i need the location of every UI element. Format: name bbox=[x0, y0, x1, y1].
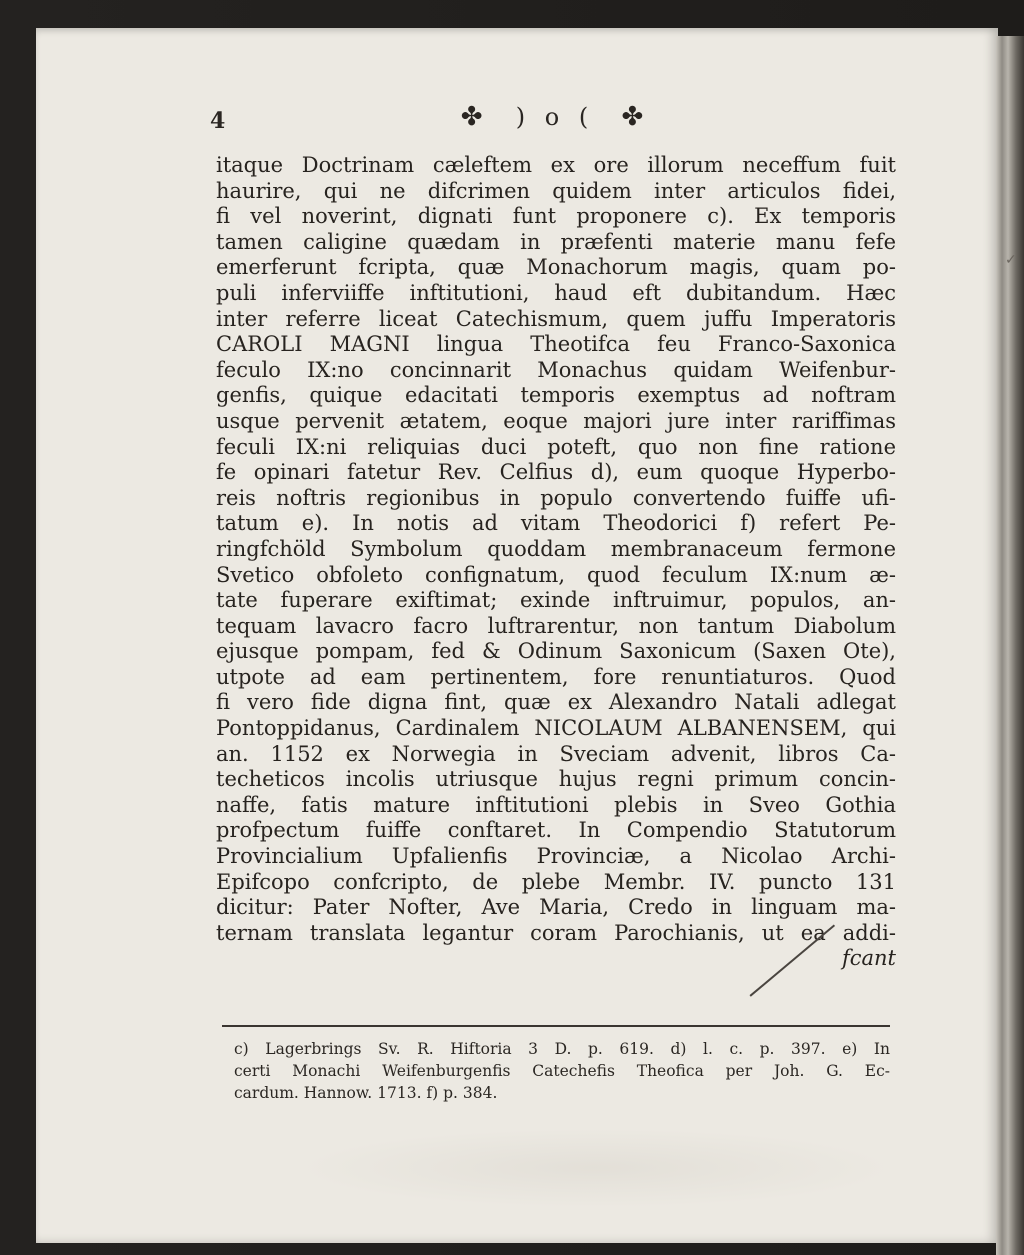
header-ornament-text: ) o ( bbox=[515, 103, 595, 131]
catchword: fcant bbox=[841, 946, 896, 971]
text-line: tatum e). In notis ad vitam Theodorici f) refert Pe- bbox=[216, 511, 896, 536]
text-line: ringfchöld Symbolum quoddam membranaceum fermone bbox=[216, 536, 896, 561]
text-line: utpote ad eam pertinentem, fore renuntiaturos. Quod bbox=[216, 664, 896, 689]
footnote-line: cardum. Hannow. 1713. f) p. 384. bbox=[234, 1084, 498, 1102]
text-line: Svetico obfoleto confignatum, quod feculum IX:num æ- bbox=[216, 562, 896, 587]
footnote-rule bbox=[222, 1025, 890, 1027]
text-line: Pontoppidanus, Cardinalem NICOLAUM ALBANENSEM, qui bbox=[216, 716, 896, 741]
footnote-line: c) Lagerbrings Sv. R. Hiftoria 3 D. p. 619. d) l. c. p. 397. e) In bbox=[234, 1040, 890, 1058]
page-header bbox=[210, 100, 900, 140]
text-line: reis noftris regionibus in populo convertendo fuiffe ufi- bbox=[216, 485, 896, 510]
text-line: itaque Doctrinam cæleftem ex ore illorum neceffum fuit bbox=[216, 153, 896, 177]
text-line: fe opinari fatetur Rev. Celfius d), eum quoque Hyperbo- bbox=[216, 460, 896, 485]
text-line: naffe, fatis mature inftitutioni plebis in Sveo Gothia bbox=[216, 792, 896, 817]
text-line: feculi IX:ni reliquias duci poteft, quo non fine ratione bbox=[216, 434, 896, 459]
text-line: haurire, qui ne difcrimen quidem inter articulos fidei, bbox=[216, 178, 896, 203]
text-line: dicitur: Pater Nofter, Ave Maria, Credo in linguam ma- bbox=[216, 895, 896, 920]
bleed-through-shadow bbox=[296, 1128, 896, 1208]
text-line: emerferunt fcripta, quæ Monachorum magis, quam po- bbox=[216, 255, 896, 280]
text-line: CAROLI MAGNI lingua Theotifca feu Franco-Saxonica bbox=[216, 332, 896, 357]
text-line: an. 1152 ex Norwegia in Sveciam advenit, libros Ca- bbox=[216, 741, 896, 766]
text-line: puli inferviiffe inftitutioni, haud eft dubitandum. Hæc bbox=[216, 280, 896, 305]
text-line: fi vero fide digna fint, quæ ex Alexandro Natali adlegat bbox=[216, 690, 896, 715]
fleuron-left-icon: ✤ bbox=[460, 102, 489, 132]
text-line: Epifcopo confcripto, de plebe Membr. IV. puncto 131 bbox=[216, 869, 896, 894]
text-line: usque pervenit ætatem, eoque majori jure inter rariffimas bbox=[216, 408, 896, 433]
text-line: tamen caligine quædam in præfenti materie manu fefe bbox=[216, 229, 896, 254]
text-line: fi vel noverint, dignati funt proponere c). Ex temporis bbox=[216, 204, 896, 229]
text-line: feculo IX:no concinnarit Monachus quidam Weifenbur- bbox=[216, 357, 896, 382]
margin-tick: ✓ bbox=[1005, 252, 1017, 268]
page-edge-stack bbox=[996, 36, 1024, 1255]
page-number: 4 bbox=[210, 108, 226, 134]
text-line: profpectum fuiffe conftaret. In Compendio Statutorum bbox=[216, 818, 896, 843]
footnotes-block bbox=[234, 1038, 890, 1104]
fleuron-right-icon: ✤ bbox=[621, 102, 650, 132]
text-line: genfis, quique edacitati temporis exemptus ad noftram bbox=[216, 383, 896, 408]
text-line: tequam lavacro facro luftrarentur, non tantum Diabolum bbox=[216, 613, 896, 638]
header-ornament bbox=[425, 102, 685, 132]
main-text-block bbox=[216, 153, 896, 972]
footnote-line: certi Monachi Weifenburgenfis Catechefis Theofica per Joh. G. Ec- bbox=[234, 1062, 890, 1080]
text-line: ejusque pompam, fed & Odinum Saxonicum (Saxen Ote), bbox=[216, 639, 896, 664]
text-line: techeticos incolis utriusque hujus regni primum concin- bbox=[216, 767, 896, 792]
text-line: ternam translata legantur coram Parochianis, ut ea addi- bbox=[216, 920, 896, 945]
text-line: inter referre liceat Catechismum, quem juffu Imperatoris bbox=[216, 306, 896, 331]
text-line: Provincialium Upfalienfis Provinciæ, a Nicolao Archi- bbox=[216, 844, 896, 869]
text-line: tate fuperare exiftimat; exinde inftruimur, populos, an- bbox=[216, 588, 896, 613]
